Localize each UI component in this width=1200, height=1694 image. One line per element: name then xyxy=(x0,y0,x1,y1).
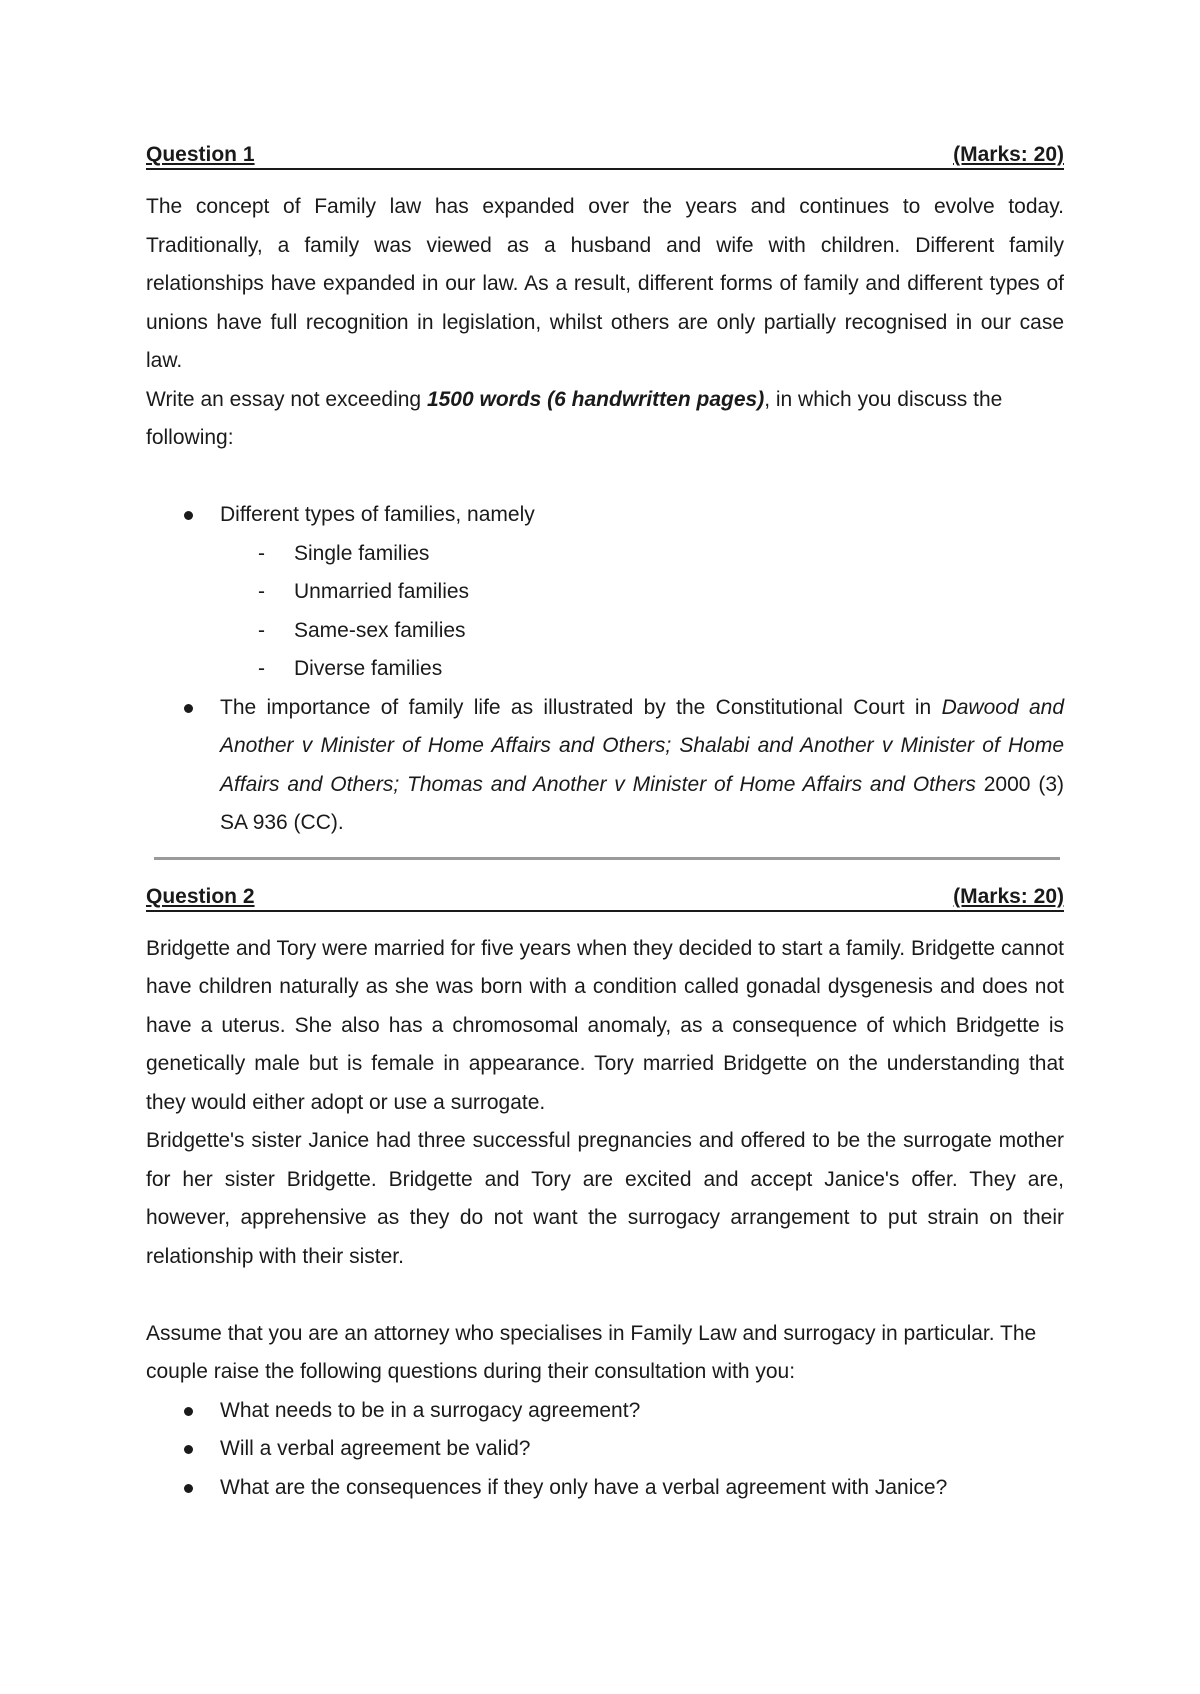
document-page xyxy=(146,142,1064,1507)
question-2-paragraph-1: Bridgette and Tory were married for five years when they decided to start a family. Bridgette cannot have children naturally as she was born with a condition called gonadal dysgenesis and does not have a uterus. She also has a chromosomal anomaly, as a consequence of which Bridgette is genetically male but is female in appearance. Tory married Bridgette on the understanding that they would either adopt or use a surrogate. xyxy=(146,936,1064,1114)
bullet-text: Different types of families, namely xyxy=(220,503,535,526)
question-2-title: Question 2 xyxy=(146,884,255,908)
question-2-bullet-list xyxy=(146,1392,1064,1508)
sub-list-item xyxy=(220,650,1064,689)
bullet-item-question xyxy=(146,1430,1064,1469)
question-2-marks: (Marks: 20) xyxy=(953,884,1064,908)
dash-icon: - xyxy=(258,541,265,565)
question-2-paragraph-3: Assume that you are an attorney who specialises in Family Law and surrogacy in particular. The couple raise the following questions during their consultation with you: xyxy=(146,1321,1037,1383)
bullet-icon xyxy=(184,1484,193,1493)
dash-icon: - xyxy=(258,580,265,603)
bullet-icon xyxy=(184,1445,193,1454)
bullet-text: What are the consequences if they only have a verbal agreement with Janice? xyxy=(220,1475,948,1499)
instruction-word-limit: 1500 words (6 handwritten pages) xyxy=(426,387,765,411)
sub-list-item xyxy=(220,612,1064,651)
question-1-header xyxy=(146,142,1064,170)
sub-list-text: Same-sex families xyxy=(294,618,466,642)
bullet-item-family-life xyxy=(146,689,1064,843)
dash-icon: - xyxy=(258,618,265,642)
dash-icon: - xyxy=(258,657,265,680)
bullet-text-after: 2000 (3) SA 936 (CC). xyxy=(220,772,1065,834)
bullet-icon xyxy=(184,511,193,520)
sub-list-text: Unmarried families xyxy=(294,580,470,603)
sub-list-item xyxy=(220,535,1064,574)
question-2-header xyxy=(146,884,1064,912)
bullet-icon xyxy=(184,704,193,713)
question-1-bullet-list xyxy=(146,496,1064,843)
bullet-text: Will a verbal agreement be valid? xyxy=(220,1437,531,1460)
sub-list-text: Single families xyxy=(294,541,430,565)
question-1-title: Question 1 xyxy=(146,143,255,166)
family-types-sublist xyxy=(220,535,1064,689)
section-divider xyxy=(154,857,1060,860)
question-1-paragraph: The concept of Family law has expanded over the years and continues to evolve today. Traditionally, a family was viewed as a husband and wife with children. Different family relationships have expanded in our law. As a result, different forms of family and different types of unions have full recognition in legislation, whilst others are only partially recognised in our case law. xyxy=(146,195,1064,372)
bullet-icon xyxy=(184,1407,193,1416)
question-2-paragraph-2: Bridgette's sister Janice had three successful pregnancies and offered to be the surrogate mother for her sister Bridgette. Bridgette and Tory are excited and accept Janice's offer. They are, however, apprehensive as they do not want the surrogacy arrangement to put strain on their relationship with their sister. xyxy=(146,1129,1064,1268)
case-citation: Dawood and Another v Minister of Home Affairs and Others; Shalabi and Another v Minister of Home Affairs and Others; Thomas and Another v Minister of Home Affairs and Others xyxy=(220,695,1064,796)
instruction-text-after: , in which you discuss the following: xyxy=(146,387,1003,449)
bullet-item-question xyxy=(146,1392,1064,1431)
question-1-instruction xyxy=(146,381,1064,458)
bullet-item-question xyxy=(146,1469,1064,1508)
spacer xyxy=(146,1276,1064,1315)
question-1-marks: (Marks: 20) xyxy=(953,143,1064,166)
sub-list-text: Diverse families xyxy=(294,657,443,680)
bullet-item-family-types xyxy=(146,496,1064,689)
instruction-text-before: Write an essay not exceeding xyxy=(146,387,427,411)
bullet-text: What needs to be in a surrogacy agreement? xyxy=(220,1398,641,1422)
sub-list-item xyxy=(220,573,1064,612)
spacer xyxy=(146,458,1064,497)
bullet-text-before: The importance of family life as illustrated by the Constitutional Court in xyxy=(220,695,942,719)
